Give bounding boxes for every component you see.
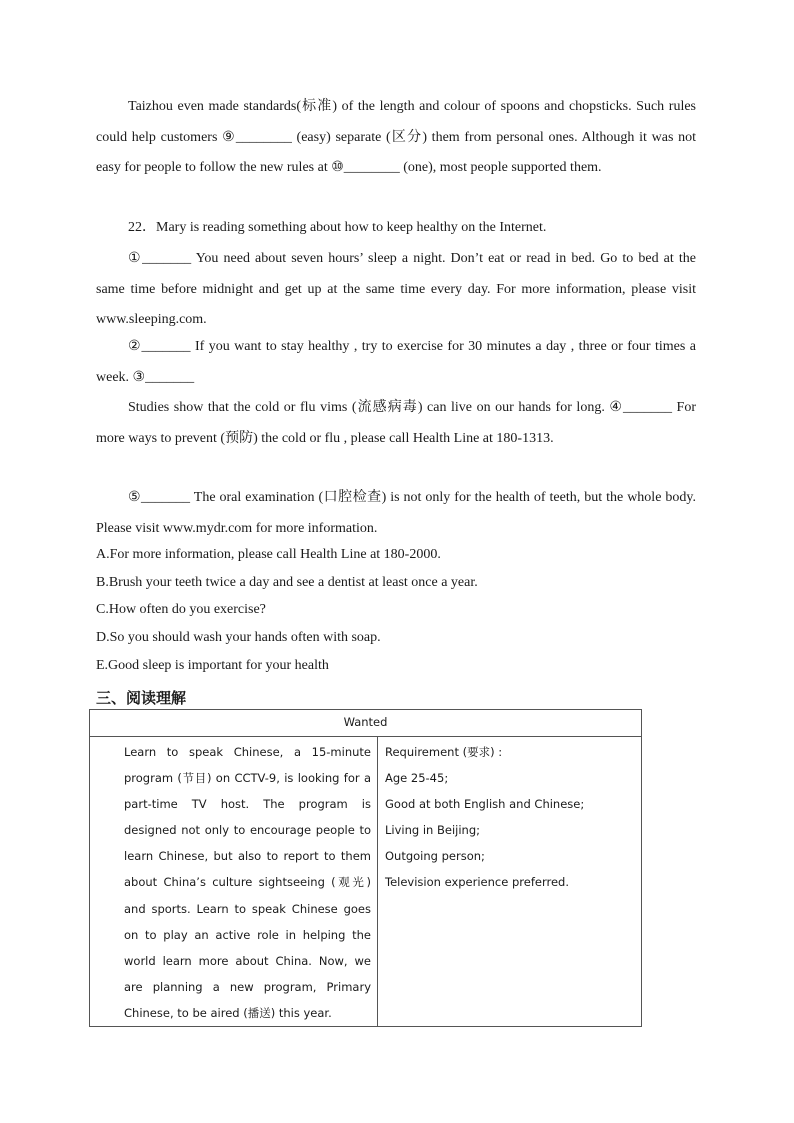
paragraph-text: ⑤_______ The oral examination (口腔检查) is not only for the health of teeth, but the whole body. Please visit www.mydr.com for more information. — [96, 490, 696, 536]
question-22-paragraph-1 — [96, 244, 696, 336]
paragraph-text: ①_______ You need about seven hours’ sleep a night. Don’t eat or read in bed. Go to bed at the same time before midnight and get up at the same time every day. For more information, please visit www.sleeping.com. — [96, 251, 696, 327]
option-e: E.Good sleep is important for your health — [96, 658, 329, 673]
question-22-paragraph-2 — [96, 332, 696, 393]
question-22-paragraph-4 — [96, 483, 696, 544]
passage-ending — [96, 92, 696, 184]
requirement-item: Television experience preferred. — [385, 875, 569, 890]
requirements-cell — [378, 737, 642, 1027]
paragraph-text: Studies show that the cold or flu vims (流感病毒) can live on our hands for long. ④_______ For more ways to prevent (预防) the cold or flu , please call Health Line at 180-1313. — [96, 400, 696, 446]
section-title: 三、阅读理解 — [96, 689, 187, 707]
requirement-item: Age 25-45; — [385, 771, 449, 786]
requirement-item: Outgoing person; — [385, 849, 485, 864]
option-a: A.For more information, please call Health Line at 180-2000. — [96, 547, 441, 562]
ad-description: Learn to speak Chinese, a 15-minute program (节目) on CCTV-9, is looking for a part-time TV host. The program is designed not only to encourage people to learn Chinese, but also to report to them about China’s culture sightseeing (观光) and sports. Learn to speak Chinese goes on to play an active role in helping the world learn more about China. Now, we are planning a new program, Primary Chinese, to be aired (播送) this year. — [124, 745, 371, 1020]
paragraph-text: ②_______ If you want to stay healthy , try to exercise for 30 minutes a day , three or four times a week. ③_______ — [96, 339, 696, 385]
requirement-item: Good at both English and Chinese; — [385, 797, 585, 812]
ad-description-cell — [90, 737, 378, 1027]
option-d: D.So you should wash your hands often with soap. — [96, 630, 381, 645]
option-b: B.Brush your teeth twice a day and see a dentist at least once a year. — [96, 575, 478, 590]
question-22-paragraph-3 — [96, 393, 696, 454]
question-22 — [96, 213, 696, 244]
question-22-intro: 22．Mary is reading something about how to keep healthy on the Internet. — [128, 220, 547, 235]
table-header: Wanted — [90, 710, 642, 737]
option-c: C.How often do you exercise? — [96, 602, 266, 617]
passage-paragraph: Taizhou even made standards(标准) of the length and colour of spoons and chopsticks. Such rules could help customers ⑨________ (easy) separate (区分) them from personal ones. Although it was not easy for people to follow the new rules at ⑩________ (one), most people supported them. — [96, 99, 696, 175]
requirement-title: Requirement (要求) : — [385, 745, 503, 759]
requirement-item: Living in Beijing; — [385, 823, 480, 838]
wanted-table — [89, 709, 642, 1027]
